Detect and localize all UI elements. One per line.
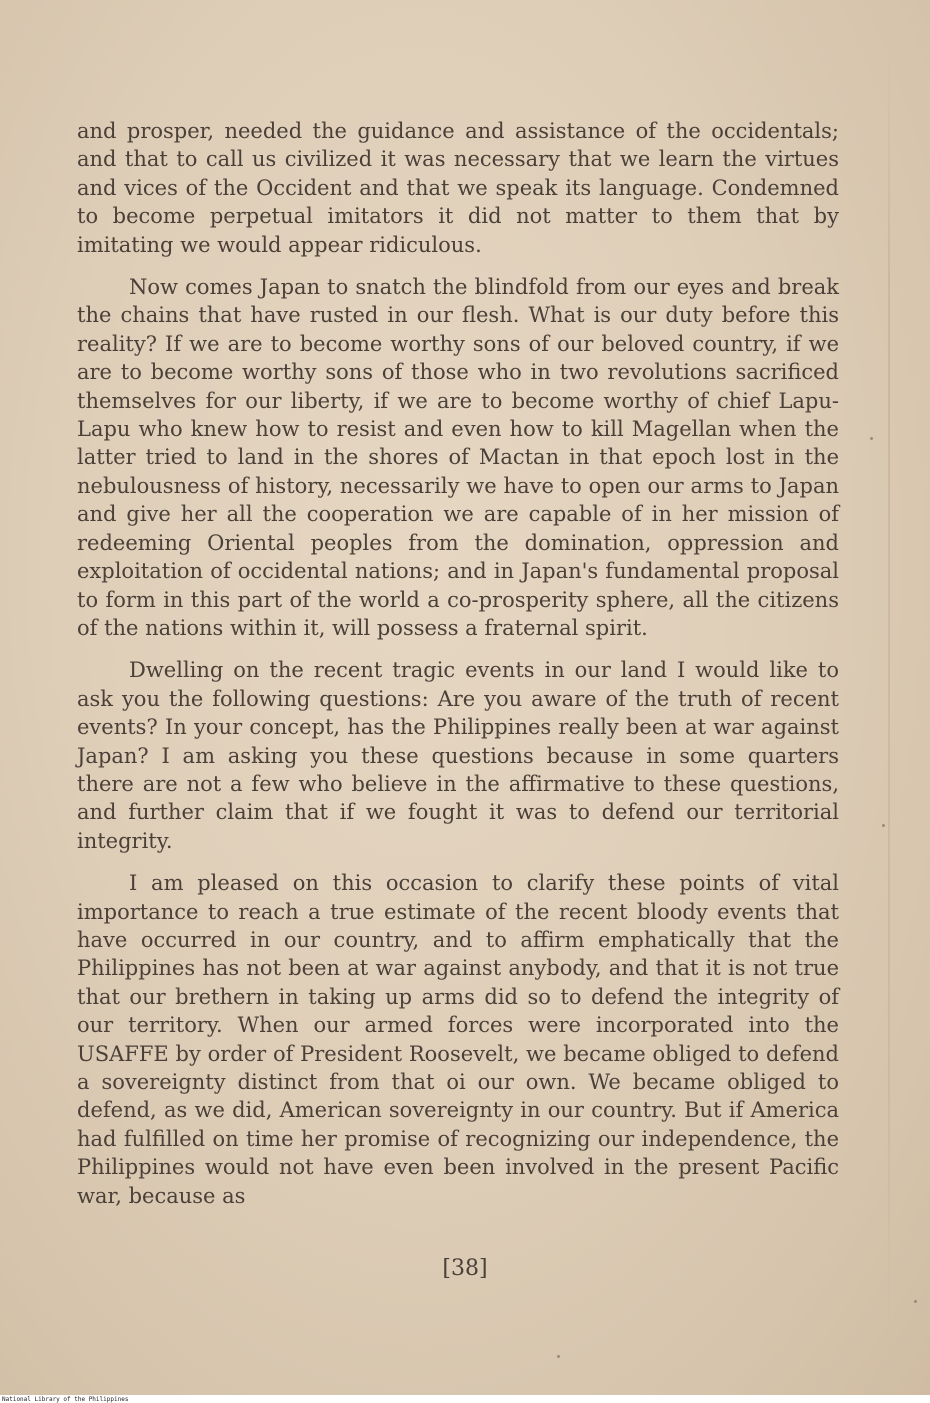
footer-strip (0, 1395, 930, 1403)
body-text (77, 117, 839, 1224)
paragraph-2: Now comes Japan to snatch the blindfold from our eyes and break the chains that have rusted in our flesh. What is our duty before this reality? If we are to become worthy sons of our beloved country, if we are to become worthy sons of those who in two revolutions sacrificed themselves for our liberty, if we are to become worthy of chief Lapu-Lapu who knew how to resist and even how to kill Magellan when the latter tried to land in the shores of Mactan in that epoch lost in the nebulousness of history, necessarily we have to open our arms to Japan and give her all the cooperation we are capable of in her mission of redeeming Oriental peoples from the domination, oppression and exploitation of occidental nations; and in Japan's fundamental proposal to form in this part of the world a co-prosperity sphere, all the citizens of the nations within it, will possess a fraternal spirit. (77, 275, 839, 640)
page-edge-shadow (888, 40, 890, 1340)
paragraph-1: and prosper, needed the guidance and assistance of the occidentals; and that to call us civilized it was necessary that we learn the virtues and vices of the Occident and that we speak its language. Condemned to become perpetual imitators it did not matter to them that by imitating we would appear ridiculous. (77, 119, 839, 257)
paper-speck (882, 824, 885, 827)
library-credit: National Library of the Philippines (2, 1396, 129, 1403)
paragraph-3: Dwelling on the recent tragic events in our land I would like to ask you the following questions: Are you aware of the truth of recent events? In your concept, has the Philippines really been at war against Japan? I am asking you these questions because in some quarters there are not a few who believe in the affirmative to these questions, and further claim that if we fought it was to defend our territorial integrity. (77, 658, 839, 853)
page-number: [38] (442, 1256, 488, 1281)
paragraph-4: I am pleased on this occasion to clarify these points of vital importance to reach a true estimate of the recent bloody events that have occurred in our country, and to affirm emphatically that the Philippines has not been at war against anybody, and that it is not true that our brethern in taking up arms did so to defend the integrity of our territory. When our armed forces were incorporated into the USAFFE by order of President Roosevelt, we became obliged to defend a sovereignty distinct from that oi our own. We became obliged to defend, as we did, American sovereignty in our country. But if America had fulfilled on time her promise of recognizing our independence, the Philippines would not have even been involved in the present Pacific war, because as (77, 871, 839, 1208)
paper-speck (914, 1300, 917, 1303)
paper-speck (557, 1355, 560, 1358)
paper-speck (870, 437, 873, 440)
